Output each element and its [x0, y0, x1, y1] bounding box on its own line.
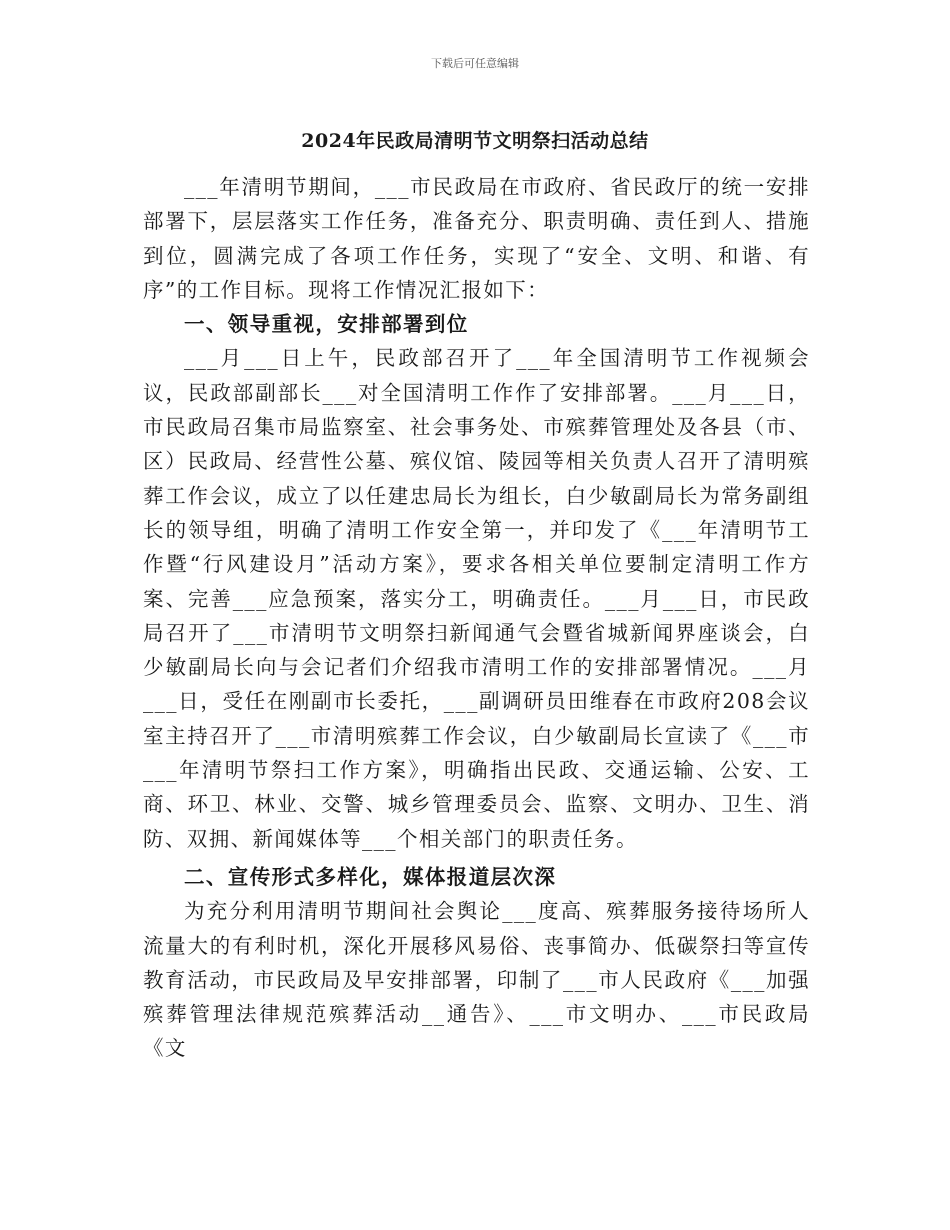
section-2-paragraph: 为充分利用清明节期间社会舆论___度高、殡葬服务接待场所人流量大的有利时机，深化开展移风易俗、丧事简办、低碳祭扫等宣传教育活动，市民政局及早安排部署，印制了___市人民政府《___加强殡葬管理法律规范殡葬活动__通告》、___市文明办、___市民政局《文 [143, 899, 810, 1061]
document-title: 2024年民政局清明节文明祭扫活动总结 [301, 130, 649, 152]
section-2-heading: 二、宣传形式多样化，媒体报道层次深 [184, 864, 557, 889]
header-note: 下载后可任意编辑 [431, 57, 519, 70]
section-1-heading: 一、领导重视，安排部署到位 [184, 312, 469, 337]
section-1-paragraph: ___月___日上午，民政部召开了___年全国清明节工作视频会议，民政部副部长___对全国清明工作作了安排部署。___月___日，市民政局召集市局监察室、社会事务处、市殡葬管理处及各县（市、区）民政局、经营性公墓、殡仪馆、陵园等相关负责人召开了清明殡葬工作会议，成立了以任建忠局长为组长，白少敏副局长为常务副组长的领导组，明确了清明工作安全第一，并印发了《___年清明节工作暨“行风建设月”活动方案》，要求各相关单位要制定清明工作方案、完善___应急预案，落实分工，明确责任。___月___日，市民政局召开了___市清明节文明祭扫新闻通气会暨省城新闻界座谈会，白少敏副局长向与会记者们介绍我市清明工作的安排部署情况。___月___日，受任在刚副市长委托，___副调研员田维春在市政府208会议室主持召开了___市清明殡葬工作会议，白少敏副局长宣读了《___市___年清明节祭扫工作方案》，明确指出民政、交通运输、公安、工商、环卫、林业、交警、城乡管理委员会、监察、文明办、卫生、消防、双拥、新闻媒体等___个相关部门的职责任务。 [143, 346, 810, 851]
intro-paragraph: ___年清明节期间，___市民政局在市政府、省民政厅的统一安排部署下，层层落实工作任务，准备充分、职责明确、责任到人、措施到位，圆满完成了各项工作任务，实现了“安全、文明、和谐、有序”的工作目标。现将工作情况汇报如下： [143, 175, 810, 302]
document-body [143, 170, 810, 1066]
